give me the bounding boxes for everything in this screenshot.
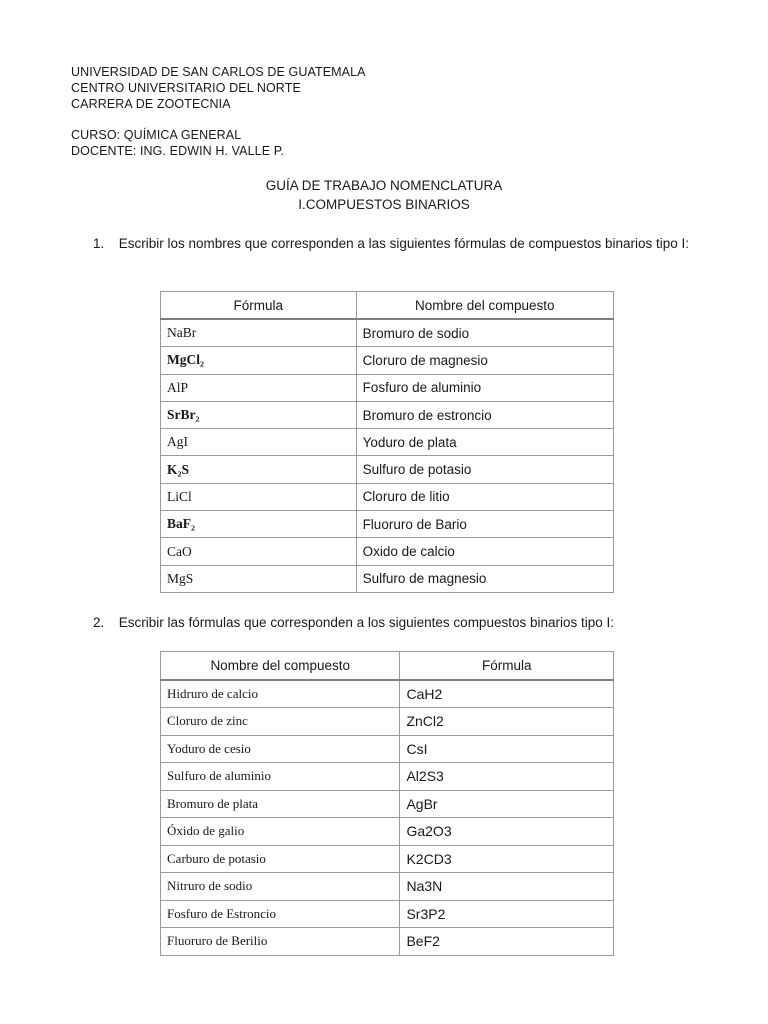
name-cell: Yoduro de plata [356,429,613,456]
name-cell: Hidruro de calcio [161,680,400,708]
table-row [161,483,614,510]
name-cell: Carburo de potasio [161,845,400,873]
name-cell: Fluoruro de Bario [356,511,613,538]
name-cell: Bromuro de plata [161,790,400,818]
table-row [161,347,614,374]
table-row [161,319,614,347]
guide-title: GUÍA DE TRABAJO NOMENCLATURA [265,178,503,193]
name-cell: Sulfuro de magnesio [356,565,613,592]
course-label: CURSO: QUÍMICA GENERAL [71,128,242,142]
table-row [161,680,614,708]
name-cell: Oxido de calcio [356,538,613,565]
formula-cell: Sr3P2 [400,900,614,928]
formula-cell: Na3N [400,873,614,901]
formula-cell: CaH2 [400,680,614,708]
table-row [161,735,614,763]
name-cell: Fluoruro de Berilio [161,928,400,956]
name-cell: Cloruro de zinc [161,708,400,736]
instruction-2-text: Escribir las fórmulas que corresponden a los siguientes compuestos binarios tipo I: [118,615,615,630]
instruction-2-number: 2. [93,615,105,630]
instruction-2 [93,613,703,632]
name-cell: Fosfuro de aluminio [356,374,613,401]
table-row [161,763,614,791]
formula-cell: K2CD3 [400,845,614,873]
column-header-formula: Fórmula [400,652,614,680]
name-cell: Sulfuro de potasio [356,456,613,483]
column-header-name: Nombre del compuesto [161,652,400,680]
name-cell: Óxido de galio [161,818,400,846]
name-cell: Yoduro de cesio [161,735,400,763]
formula-cell: ZnCl2 [400,708,614,736]
university-name: UNIVERSIDAD DE SAN CARLOS DE GUATEMALA [71,65,366,79]
formula-cell: BaF₂ [161,511,357,538]
table-row [161,511,614,538]
table-names [160,291,614,593]
name-cell: Nitruro de sodio [161,873,400,901]
table-row [161,873,614,901]
table-row [161,845,614,873]
name-cell: Cloruro de litio [356,483,613,510]
table-row [161,790,614,818]
formula-cell: K₂S [161,456,357,483]
name-cell: Bromuro de sodio [356,319,613,347]
name-cell: Fosfuro de Estroncio [161,900,400,928]
column-header-name: Nombre del compuesto [356,292,613,320]
formula-cell: LiCl [161,483,357,510]
formula-cell: SrBr₂ [161,401,357,428]
table-row [161,456,614,483]
formula-cell: CsI [400,735,614,763]
formula-cell: AgBr [400,790,614,818]
formula-cell: AgI [161,429,357,456]
formula-cell: Ga2O3 [400,818,614,846]
table-row [161,565,614,592]
table-row [161,374,614,401]
formula-cell: MgCl₂ [161,347,357,374]
table-row [161,900,614,928]
formula-cell: Al2S3 [400,763,614,791]
formula-cell: MgS [161,565,357,592]
formula-cell: BeF2 [400,928,614,956]
table-header-row [161,652,614,680]
table-formulas [160,651,614,956]
name-cell: Sulfuro de aluminio [161,763,400,791]
table-row [161,928,614,956]
instruction-1-number: 1. [93,236,105,251]
name-cell: Cloruro de magnesio [356,347,613,374]
formula-cell: AlP [161,374,357,401]
career-name: CARRERA DE ZOOTECNIA [71,97,231,111]
table-row [161,818,614,846]
guide-subtitle: I.COMPUESTOS BINARIOS [298,197,470,212]
table-header-row [161,292,614,320]
center-name: CENTRO UNIVERSITARIO DEL NORTE [71,81,301,95]
table-row [161,708,614,736]
name-cell: Bromuro de estroncio [356,401,613,428]
teacher-label: DOCENTE: ING. EDWIN H. VALLE P. [71,144,285,158]
formula-cell: CaO [161,538,357,565]
table-row [161,401,614,428]
table-row [161,538,614,565]
table-row [161,429,614,456]
instruction-1 [93,234,703,253]
column-header-formula: Fórmula [161,292,357,320]
instruction-1-text: Escribir los nombres que corresponden a las siguientes fórmulas de compuestos binarios tipo I: [118,236,690,251]
formula-cell: NaBr [161,319,357,347]
